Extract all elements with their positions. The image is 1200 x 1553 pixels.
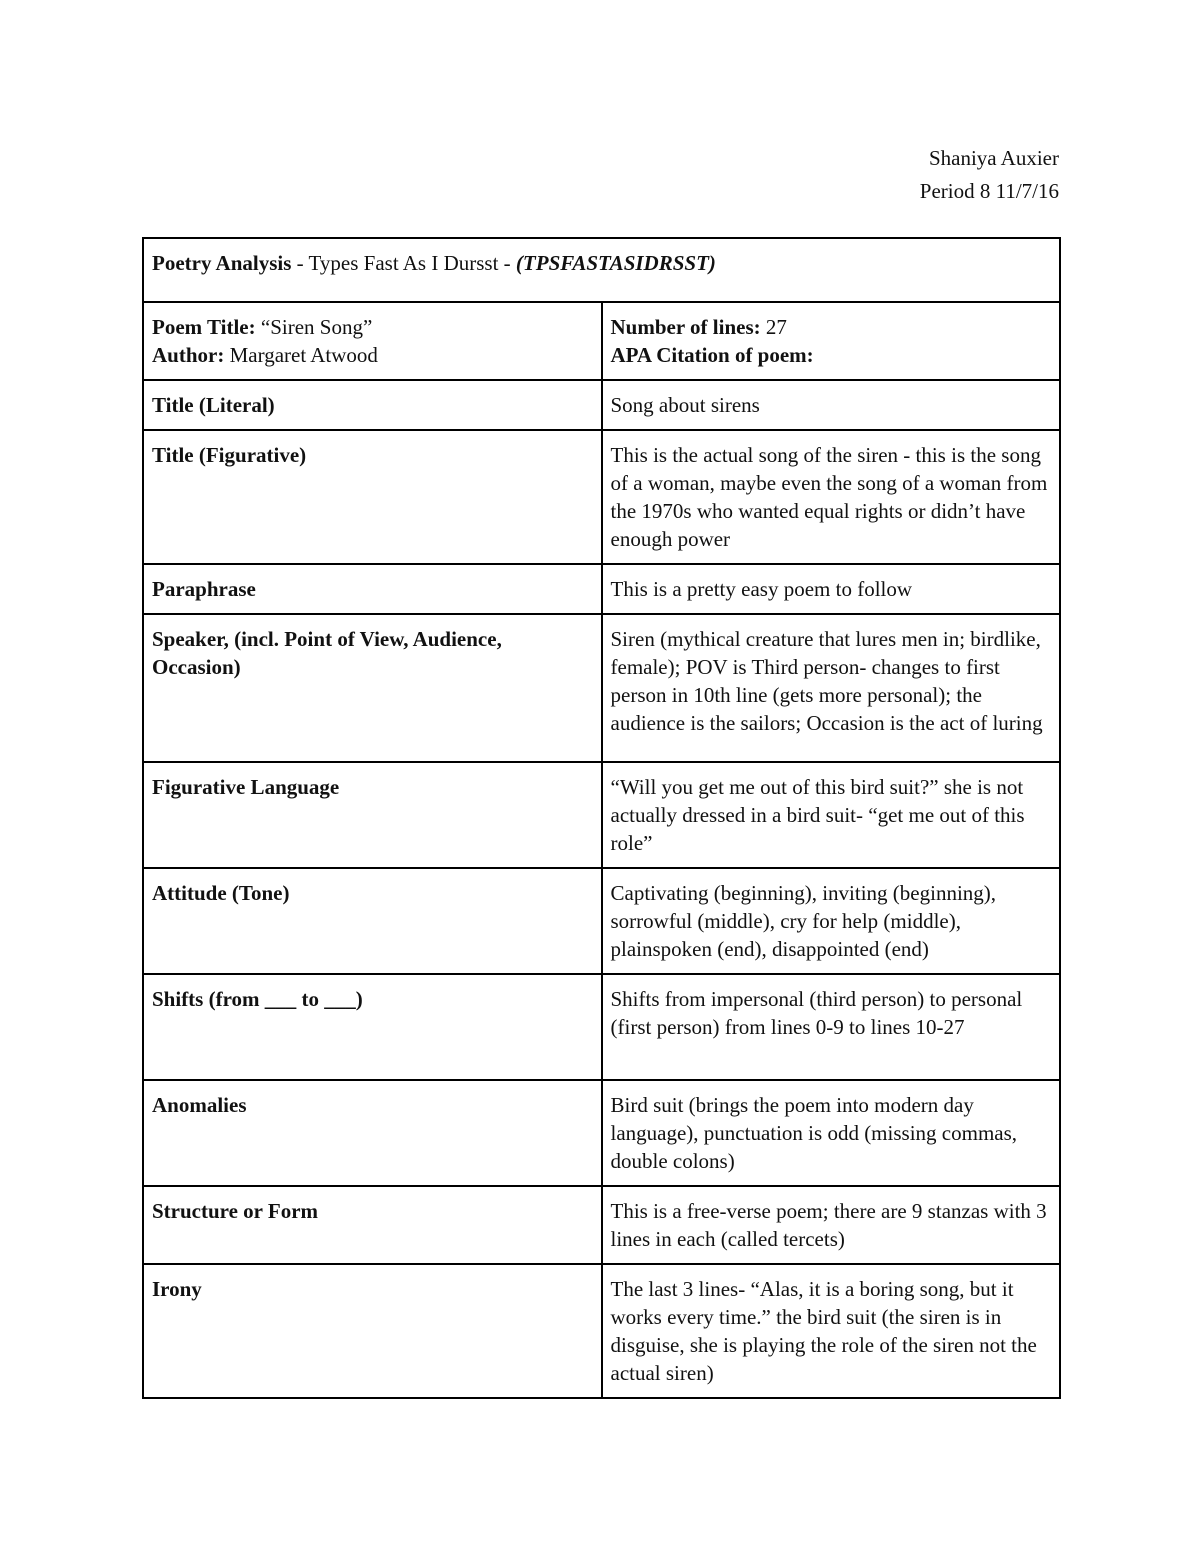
table-row bbox=[143, 868, 1060, 974]
row-label: Speaker, (incl. Point of View, Audience, Occasion) bbox=[143, 614, 602, 762]
row-value: Song about sirens bbox=[602, 380, 1061, 430]
author-value: Margaret Atwood bbox=[224, 343, 378, 367]
title-main: Poetry Analysis bbox=[152, 251, 292, 275]
title-subtitle: Types Fast As I Dursst bbox=[308, 251, 499, 275]
author-label: Author: bbox=[152, 343, 225, 367]
lines-value: 27 bbox=[760, 315, 787, 339]
period-date: Period 8 11/7/16 bbox=[919, 179, 1059, 203]
row-label: Anomalies bbox=[143, 1080, 602, 1186]
apa-label: APA Citation of poem: bbox=[610, 343, 814, 367]
student-name: Shaniya Auxier bbox=[928, 146, 1059, 170]
row-label: Title (Literal) bbox=[143, 380, 602, 430]
row-label: Irony bbox=[143, 1264, 602, 1398]
table-row bbox=[143, 614, 1060, 762]
title-separator-1: - bbox=[291, 251, 309, 275]
student-header bbox=[920, 142, 1059, 208]
info-row bbox=[143, 302, 1060, 380]
title-acronym: (TPSFASTASIDRSST) bbox=[515, 251, 716, 275]
poem-title-value: “Siren Song” bbox=[255, 315, 373, 339]
lines-line bbox=[611, 313, 1052, 341]
table-row bbox=[143, 430, 1060, 564]
row-value: This is a free-verse poem; there are 9 stanzas with 3 lines in each (called tercets) bbox=[602, 1186, 1061, 1264]
table-row bbox=[143, 1186, 1060, 1264]
table-row bbox=[143, 1080, 1060, 1186]
table-title-cell bbox=[143, 238, 1060, 302]
poetry-analysis-table bbox=[142, 237, 1061, 1399]
row-label: Attitude (Tone) bbox=[143, 868, 602, 974]
apa-line bbox=[611, 341, 1052, 369]
row-value: This is a pretty easy poem to follow bbox=[602, 564, 1061, 614]
lines-label: Number of lines: bbox=[610, 315, 761, 339]
row-value: “Will you get me out of this bird suit?” she is not actually dressed in a bird suit- “get me out of this role” bbox=[602, 762, 1061, 868]
row-value: Bird suit (brings the poem into modern day language), punctuation is odd (missing commas, double colons) bbox=[602, 1080, 1061, 1186]
row-label: Paraphrase bbox=[143, 564, 602, 614]
row-value: The last 3 lines- “Alas, it is a boring song, but it works every time.” the bird suit (the siren is in disguise, she is playing the role of the siren not the actual siren) bbox=[602, 1264, 1061, 1398]
row-value: This is the actual song of the siren - this is the song of a woman, maybe even the song of a woman from the 1970s who wanted equal rights or didn’t have enough power bbox=[602, 430, 1061, 564]
poem-title-line bbox=[152, 313, 593, 341]
poem-title-label: Poem Title: bbox=[152, 315, 256, 339]
row-label: Shifts (from ___ to ___) bbox=[143, 974, 602, 1080]
table-row bbox=[143, 1264, 1060, 1398]
poem-meta-cell bbox=[602, 302, 1061, 380]
row-label: Figurative Language bbox=[143, 762, 602, 868]
table-row bbox=[143, 564, 1060, 614]
row-label: Structure or Form bbox=[143, 1186, 602, 1264]
table-title-row bbox=[143, 238, 1060, 302]
table-row bbox=[143, 762, 1060, 868]
table-row bbox=[143, 380, 1060, 430]
row-value: Shifts from impersonal (third person) to personal (first person) from lines 0-9 to lines 10-27 bbox=[602, 974, 1061, 1080]
title-separator-2: - bbox=[498, 251, 516, 275]
table-row bbox=[143, 974, 1060, 1080]
row-value: Siren (mythical creature that lures men in; birdlike, female); POV is Third person- changes to first person in 10th line (gets more personal); the audience is the sailors; Occasion is the act of luring bbox=[602, 614, 1061, 762]
row-label: Title (Figurative) bbox=[143, 430, 602, 564]
poem-info-cell bbox=[143, 302, 602, 380]
row-value: Captivating (beginning), inviting (beginning), sorrowful (middle), cry for help (middle), plainspoken (end), disappointed (end) bbox=[602, 868, 1061, 974]
author-line bbox=[152, 341, 593, 369]
